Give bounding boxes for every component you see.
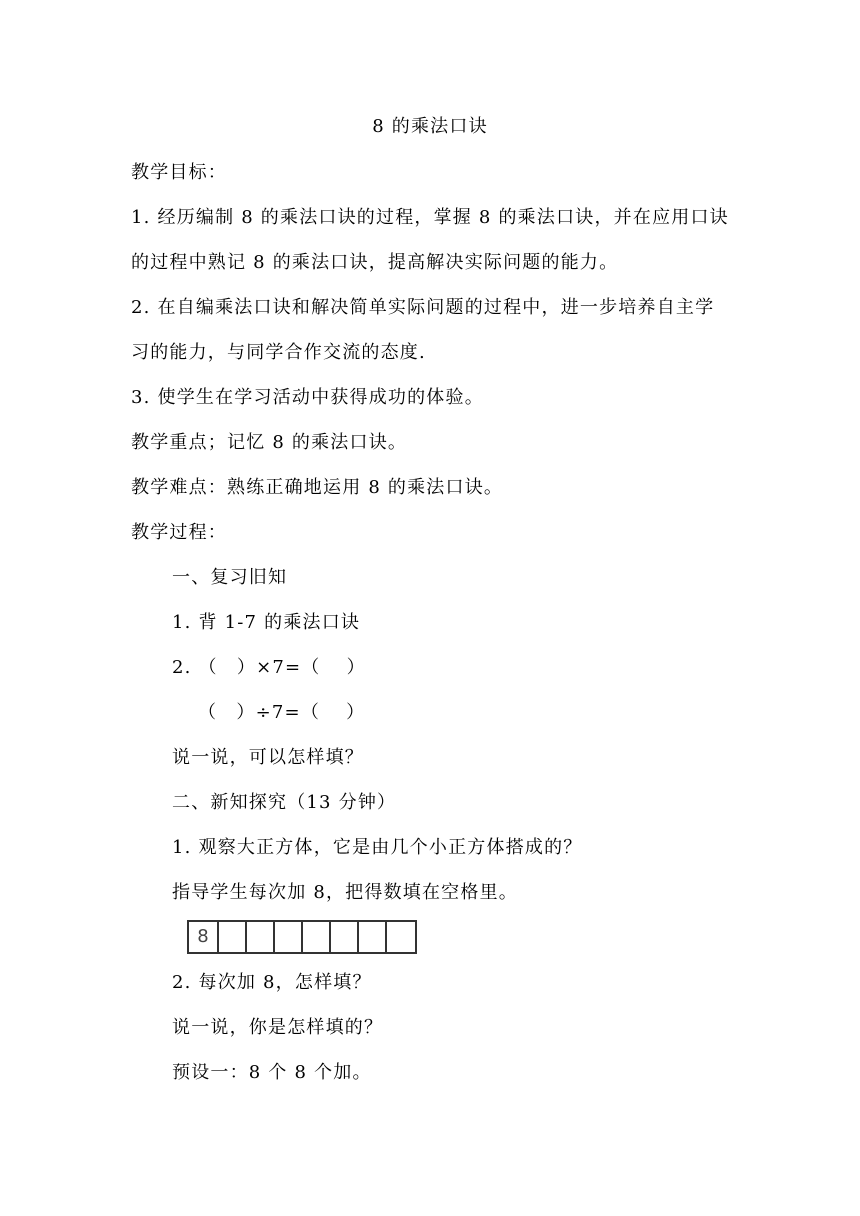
say-prompt-2: 说一说，你是怎样填的？ bbox=[172, 1017, 384, 1038]
process-heading: 教学过程： bbox=[131, 522, 227, 543]
grid-cell bbox=[387, 922, 415, 952]
review-item-1: 1. 背 1-7 的乘法口诀 bbox=[172, 612, 361, 633]
grid-cell: 8 bbox=[189, 922, 219, 952]
grid-cell bbox=[247, 922, 275, 952]
guide-instruction: 指导学生每次加 8，把得数填在空格里。 bbox=[172, 882, 518, 903]
grid-cell bbox=[331, 922, 359, 952]
review-item-2-divide: （ ）÷7=（ ） bbox=[198, 702, 366, 723]
explore-item-1: 1. 观察大正方体，它是由几个小正方体搭成的？ bbox=[172, 837, 583, 858]
number-grid bbox=[187, 920, 417, 954]
objective-1-line-2: 的过程中熟记 8 的乘法口诀，提高解决实际问题的能力。 bbox=[131, 252, 619, 273]
key-point: 教学重点；记忆 8 的乘法口诀。 bbox=[131, 432, 408, 453]
review-item-2-multiply: 2. （ ）×7=（ ） bbox=[172, 657, 366, 678]
page-title: 8 的乘法口诀 bbox=[372, 116, 488, 137]
grid-cell bbox=[219, 922, 247, 952]
explore-item-2: 2. 每次加 8，怎样填？ bbox=[172, 972, 372, 993]
preset-1: 预设一：8 个 8 个加。 bbox=[172, 1062, 372, 1083]
grid-cell bbox=[303, 922, 331, 952]
section-explore-heading: 二、新知探究（13 分钟） bbox=[172, 792, 397, 813]
section-review-heading: 一、复习旧知 bbox=[172, 567, 288, 588]
objective-2-line-1: 2. 在自编乘法口诀和解决简单实际问题的过程中，进一步培养自主学 bbox=[131, 297, 715, 318]
say-prompt-1: 说一说，可以怎样填？ bbox=[172, 747, 364, 768]
grid-cell bbox=[359, 922, 387, 952]
objective-1-line-1: 1. 经历编制 8 的乘法口诀的过程，掌握 8 的乘法口诀，并在应用口诀 bbox=[131, 207, 729, 228]
grid-cell bbox=[275, 922, 303, 952]
objectives-heading: 教学目标： bbox=[131, 162, 227, 183]
objective-2-line-2: 习的能力，与同学合作交流的态度. bbox=[131, 342, 426, 363]
difficulty: 教学难点：熟练正确地运用 8 的乘法口诀。 bbox=[131, 477, 504, 498]
objective-3: 3. 使学生在学习活动中获得成功的体验。 bbox=[131, 387, 484, 408]
